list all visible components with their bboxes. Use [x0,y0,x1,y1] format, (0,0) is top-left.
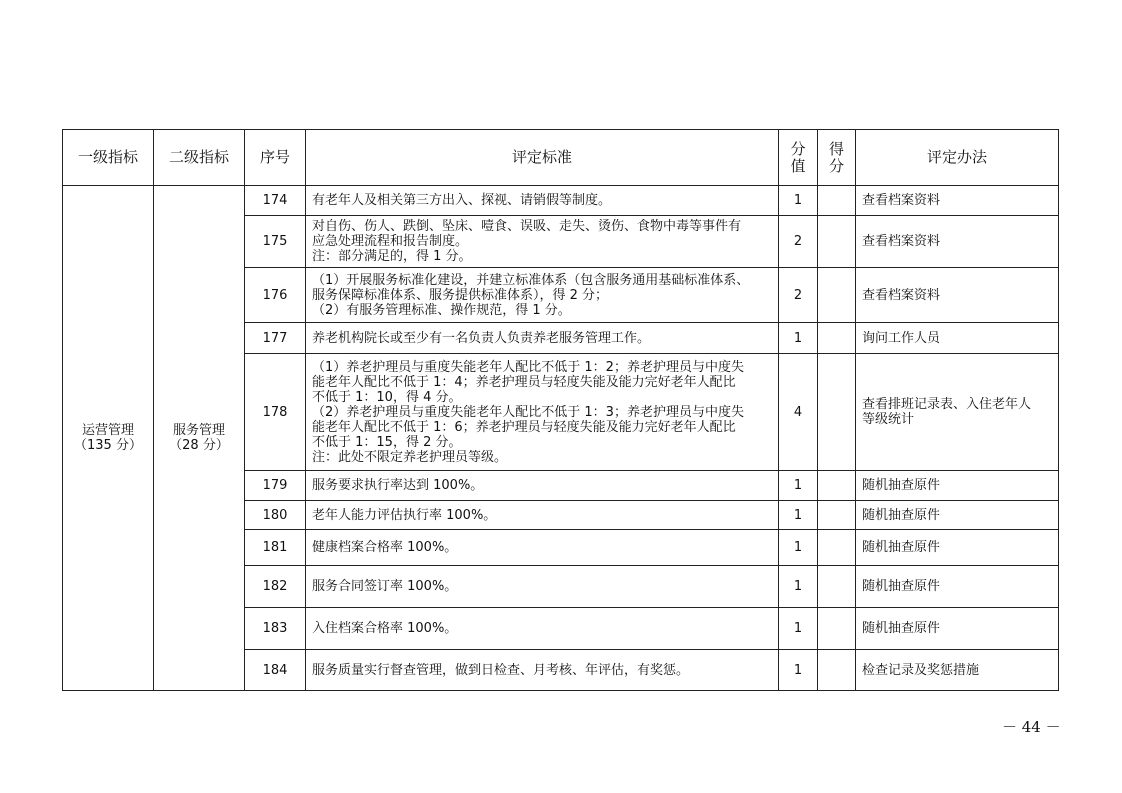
score-cell: 2 [779,268,818,323]
score-cell: 2 [779,216,818,268]
method-cell: 查看档案资料 [856,268,1059,323]
earned-cell [818,354,856,471]
score-cell: 1 [779,530,818,566]
seq-cell: 179 [245,471,306,501]
method-cell: 随机抽查原件 [856,530,1059,566]
earned-cell [818,566,856,608]
seq-cell: 176 [245,268,306,323]
seq-cell: 182 [245,566,306,608]
earned-cell [818,186,856,216]
criteria-cell: （1）开展服务标准化建设，并建立标准体系（包含服务通用基础标准体系、 服务保障标准体系、服务提供标准体系），得 2 分； （2）有服务管理标准、操作规范，得 1 分。 [306,268,779,323]
criteria-cell: 养老机构院长或至少有一名负责人负责养老服务管理工作。 [306,323,779,354]
method-cell: 随机抽查原件 [856,566,1059,608]
earned-cell [818,650,856,691]
header-score [779,130,818,186]
score-cell: 1 [779,471,818,501]
criteria-cell: 服务要求执行率达到 100%。 [306,471,779,501]
seq-cell: 175 [245,216,306,268]
header-method: 评定办法 [856,130,1059,186]
score-cell: 1 [779,323,818,354]
earned-cell [818,268,856,323]
criteria-cell: （1）养老护理员与重度失能老年人配比不低于 1：2；养老护理员与中度失 能老年人配比不低于 1：4；养老护理员与轻度失能及能力完好老年人配比 不低于 1：10，得 4 分。 （2）养老护理员与重度失能老年人配比不低于 1：3；养老护理员与中度失 能老年人配比不低于 1：6；养老护理员与轻度失能及能力完好老年人配比 不低于 1：15，得 2 分。 注：此处不限定养老护理员等级。 [306,354,779,471]
criteria-cell: 有老年人及相关第三方出入、探视、请销假等制度。 [306,186,779,216]
criteria-cell: 服务质量实行督查管理，做到日检查、月考核、年评估，有奖惩。 [306,650,779,691]
score-cell: 1 [779,608,818,650]
header-seq: 序号 [245,130,306,186]
score-cell: 4 [779,354,818,471]
seq-cell: 177 [245,323,306,354]
seq-cell: 178 [245,354,306,471]
score-cell: 1 [779,650,818,691]
level2-points: （28 分） [169,438,229,453]
earned-cell [818,530,856,566]
method-cell: 查看档案资料 [856,186,1059,216]
earned-cell [818,216,856,268]
criteria-cell: 对自伤、伤人、跌倒、坠床、噎食、误吸、走失、烫伤、食物中毒等事件有 应急处理流程和报告制度。 注：部分满足的，得 1 分。 [306,216,779,268]
method-cell: 询问工作人员 [856,323,1059,354]
method-cell: 随机抽查原件 [856,608,1059,650]
seq-cell: 174 [245,186,306,216]
criteria-cell: 健康档案合格率 100%。 [306,530,779,566]
page-number: － 44 － [1002,718,1061,736]
level2-name: 服务管理 [172,423,225,438]
table-header-row [63,130,1059,186]
header-earned [818,130,856,186]
criteria-cell: 入住档案合格率 100%。 [306,608,779,650]
header-level2: 二级指标 [154,130,245,186]
score-cell: 1 [779,501,818,530]
method-cell: 检查记录及奖惩措施 [856,650,1059,691]
table-row [63,186,1059,216]
earned-cell [818,471,856,501]
score-cell: 1 [779,186,818,216]
criteria-cell: 服务合同签订率 100%。 [306,566,779,608]
seq-cell: 180 [245,501,306,530]
level1-cell [63,186,154,691]
method-cell: 随机抽查原件 [856,501,1059,530]
criteria-cell: 老年人能力评估执行率 100%。 [306,501,779,530]
method-cell: 查看排班记录表、入住老年人 等级统计 [856,354,1059,471]
level1-points: （135 分） [74,438,142,453]
earned-cell [818,501,856,530]
header-score-label: 分值 [790,139,806,175]
header-level1: 一级指标 [63,130,154,186]
level2-cell [154,186,245,691]
method-cell: 随机抽查原件 [856,471,1059,501]
level1-name: 运营管理 [81,423,134,438]
header-criteria: 评定标准 [306,130,779,186]
header-earned-label: 得分 [829,139,845,175]
seq-cell: 184 [245,650,306,691]
earned-cell [818,323,856,354]
earned-cell [818,608,856,650]
score-cell: 1 [779,566,818,608]
seq-cell: 183 [245,608,306,650]
evaluation-table [62,129,1059,691]
method-cell: 查看档案资料 [856,216,1059,268]
seq-cell: 181 [245,530,306,566]
